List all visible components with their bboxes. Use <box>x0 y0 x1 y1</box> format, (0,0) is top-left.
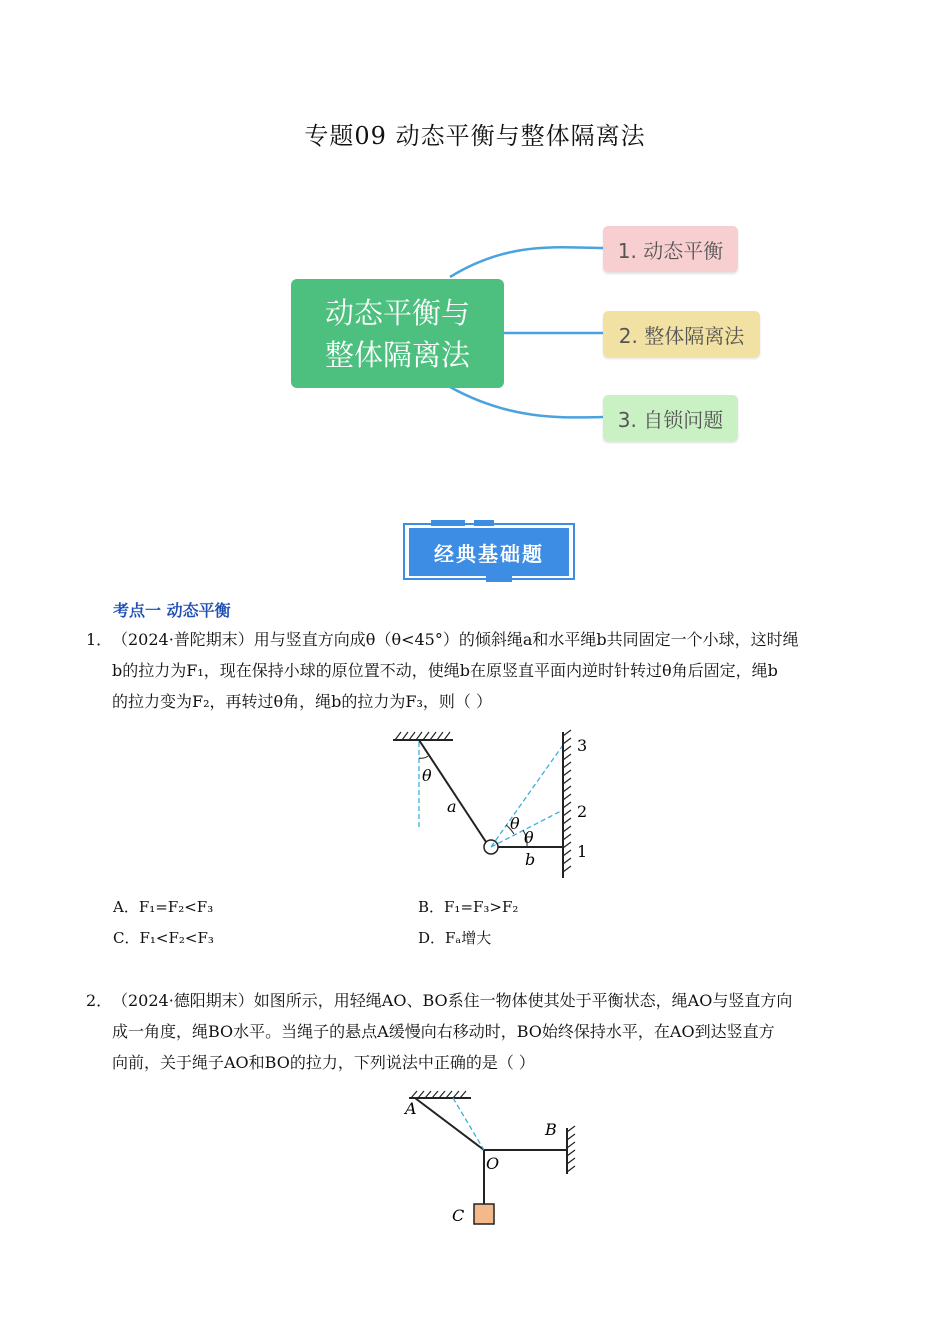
mindmap-node-whole-isolation: 2. 整体隔离法 <box>603 311 760 357</box>
figure-1-point-3: 3 <box>577 736 588 755</box>
question-line: （2024·德阳期末）如图所示，用轻绳AO、BO系住一物体使其处于平衡状态，绳AO与竖直方向 <box>112 991 793 1010</box>
option-c[interactable]: C．F₁<F₂<F₃ <box>113 929 214 947</box>
page-title: 专题09 动态平衡与整体隔离法 <box>304 122 646 150</box>
question-line: 向前，关于绳子AO和BO的拉力，下列说法中正确的是（ ） <box>112 1053 535 1072</box>
mindmap-node-dynamic-balance: 1. 动态平衡 <box>603 226 738 272</box>
figure-2 <box>395 1088 585 1233</box>
question-line: （2024·普陀期末）用与竖直方向成θ（θ<45°）的倾斜绳a和水平绳b共同固定一个小球，这时绳 <box>112 630 799 649</box>
question-line: b的拉力为F₁，现在保持小球的原位置不动，使绳b在原竖直平面内逆时针转过θ角后固定，绳b <box>112 661 778 680</box>
option-a[interactable]: A．F₁=F₂<F₃ <box>113 898 214 916</box>
section-title: 考点一 动态平衡 <box>113 601 231 620</box>
question-line: 的拉力变为F₂，再转过θ角，绳b的拉力为F₃，则（ ） <box>112 692 492 711</box>
figure-1-point-2: 2 <box>577 802 588 821</box>
figure-2-label-o: O <box>486 1154 500 1173</box>
option-d[interactable]: D．Fₐ增大 <box>418 929 492 947</box>
banner-label: 经典基础题 <box>409 528 569 576</box>
figure-1-point-1: 1 <box>577 842 588 861</box>
figure-1 <box>385 728 605 883</box>
mindmap-central-node <box>291 279 504 388</box>
figure-1-theta-label-2: θ <box>524 828 534 847</box>
question-number: 1． <box>86 630 113 649</box>
option-b[interactable]: B．F₁=F₃>F₂ <box>418 898 519 916</box>
figure-1-theta-label: θ <box>422 766 432 785</box>
figure-2-label-a: A <box>405 1099 417 1118</box>
question-2 <box>86 985 866 1078</box>
mindmap-central-line1: 动态平衡与 <box>324 295 470 330</box>
mindmap-central-line2: 整体隔离法 <box>324 337 470 372</box>
banner-tab-bottom <box>486 576 512 582</box>
figure-2-label-c: C <box>452 1206 465 1225</box>
figure-2-label-b: B <box>545 1120 557 1139</box>
mindmap-node-self-locking: 3. 自锁问题 <box>603 395 738 441</box>
question-number: 2． <box>86 991 113 1010</box>
question-1 <box>86 624 866 717</box>
figure-1-theta-label-3: θ <box>510 814 520 833</box>
figure-1-b-label: b <box>525 850 536 869</box>
question-line: 成一角度，绳BO水平。当绳子的悬点A缓慢向右移动时，BO始终保持水平，在AO到达竖直方 <box>112 1022 775 1041</box>
figure-1-a-label: a <box>447 797 457 816</box>
